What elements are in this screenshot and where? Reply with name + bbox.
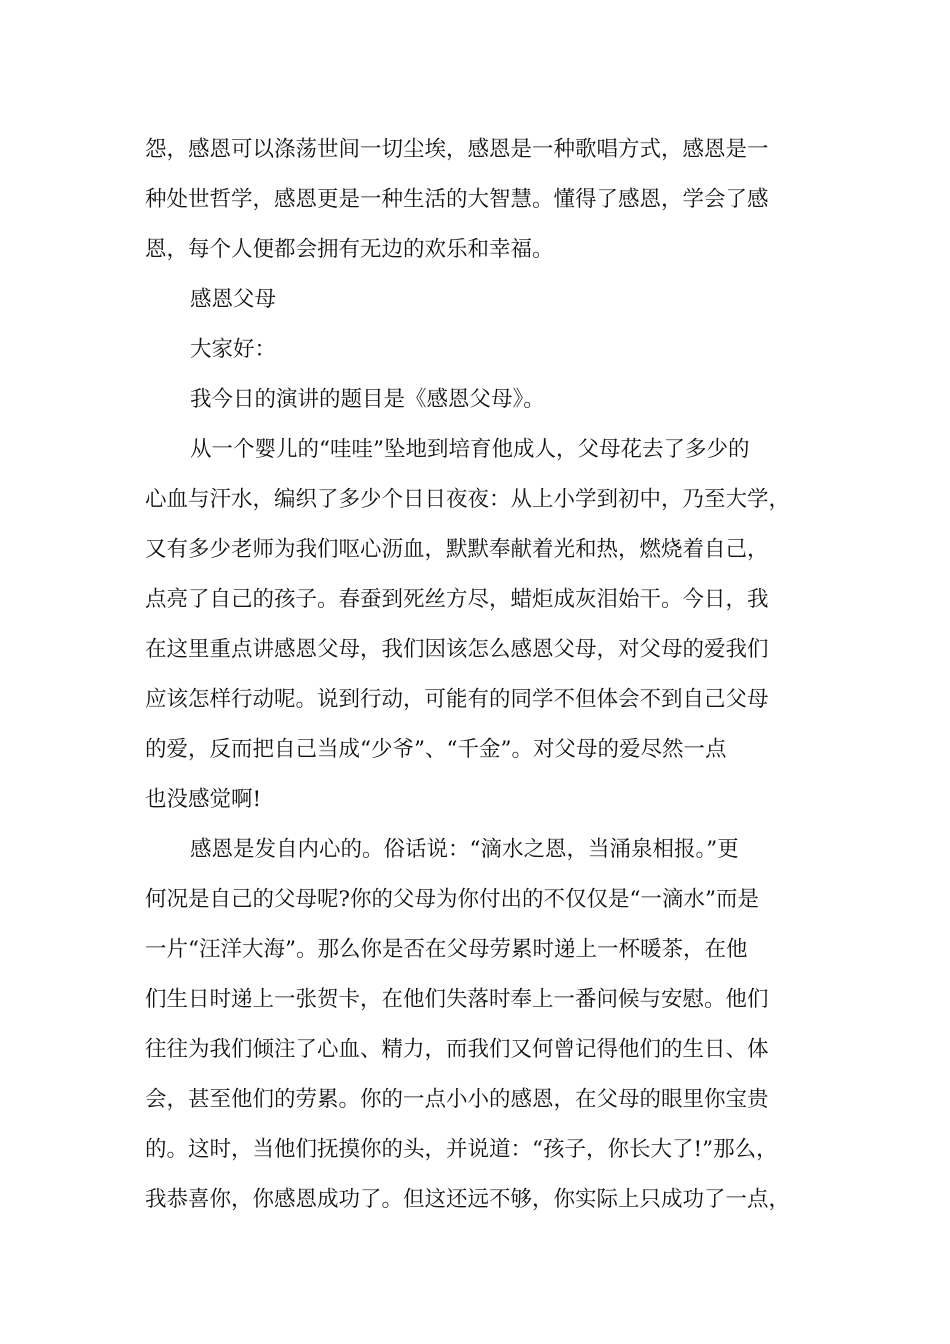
section-heading: 感恩父母: [190, 287, 277, 312]
text-line: 恩，每个人便都会拥有无边的欢乐和幸福。: [145, 237, 554, 262]
text-line: 会，甚至他们的劳累。你的一点小小的感恩，在父母的眼里你宝贵: [145, 1087, 769, 1112]
text-line: 我今日的演讲的题目是《感恩父母》。: [190, 387, 545, 412]
text-line: 又有多少老师为我们呕心沥血，默默奉献着光和热，燃烧着自己，: [145, 537, 769, 562]
text-line: 心血与汗水，编织了多少个日日夜夜：从上小学到初中，乃至大学，: [145, 487, 791, 512]
text-line: 的。这时，当他们抚摸你的头，并说道：“孩子，你长大了!”那么，: [145, 1137, 778, 1162]
text-line: 种处世哲学，感恩更是一种生活的大智慧。懂得了感恩，学会了感: [145, 187, 769, 212]
text-line: 从一个婴儿的“哇哇”坠地到培育他成人，父母花去了多少的: [190, 437, 750, 462]
greeting: 大家好：: [190, 337, 277, 362]
text-line: 在这里重点讲感恩父母，我们因该怎么感恩父母，对父母的爱我们: [145, 637, 769, 662]
text-line: 感恩是发自内心的。俗话说：“滴水之恩，当涌泉相报。”更: [190, 837, 739, 862]
text-line: 一片“汪洋大海”。那么你是否在父母劳累时递上一杯暖茶，在他: [145, 937, 748, 962]
text-line: 我恭喜你，你感恩成功了。但这还远不够，你实际上只成功了一点，: [145, 1187, 791, 1212]
text-line: 的爱，反而把自己当成“少爷”、“千金”。对父母的爱尽然一点: [145, 737, 727, 762]
text-line: 应该怎样行动呢。说到行动，可能有的同学不但体会不到自己父母: [145, 687, 769, 712]
text-line: 们生日时递上一张贺卡，在他们失落时奉上一番问候与安慰。他们: [145, 987, 769, 1012]
body-text: [145, 125, 815, 1225]
text-line: 往往为我们倾注了心血、精力，而我们又何曾记得他们的生日、体: [145, 1037, 769, 1062]
text-line: 点亮了自己的孩子。春蚕到死丝方尽，蜡炬成灰泪始干。今日，我: [145, 587, 769, 612]
text-line: 怨，感恩可以涤荡世间一切尘埃，感恩是一种歌唱方式，感恩是一: [145, 137, 769, 162]
text-line: 也没感觉啊!: [145, 787, 262, 812]
text-line: 何况是自己的父母呢?你的父母为你付出的不仅仅是“一滴水”而是: [145, 887, 760, 912]
